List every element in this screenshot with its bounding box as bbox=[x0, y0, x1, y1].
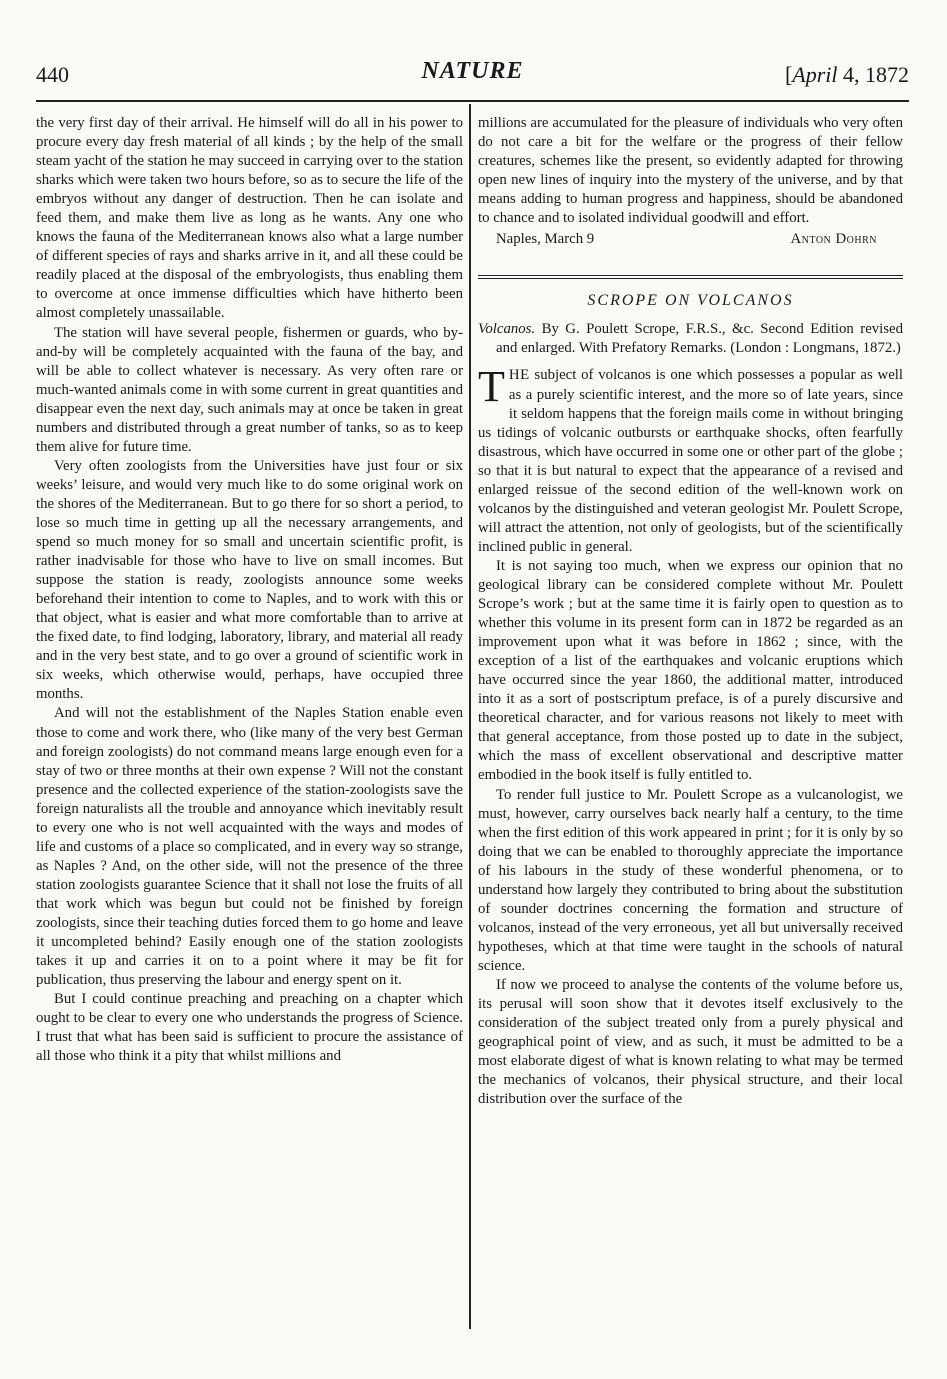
journal-title: NATURE bbox=[421, 58, 524, 84]
book-details: By G. Poulett Scrope, F.R.S., &c. Second Edition revised and enlarged. With Prefatory Remarks. (London : Longmans, 1872.) bbox=[496, 321, 903, 357]
lead-caps: HE bbox=[508, 367, 530, 384]
drop-cap: T bbox=[478, 362, 505, 412]
book-citation bbox=[478, 320, 903, 358]
paragraph-text: subject of volcanos is one which possesses a popular as well as a purely scientific interest, and the more so of late years, since it seldom happens that the foreign mails come in without bringing us tidings of volcanic outbursts or earthquake shocks, often fearfully disastrous, which have occurred in some one or other part of the globe ; so that it is but natural to expect that the appearance of a revised and enlarged reissue of the second edition of the well-known work on volcanos by the distinguished and veteran geologist Mr. Poulett Scrope, will attract the attention, not only of geologists, but of the scientifically inclined public in general. bbox=[478, 367, 903, 555]
paragraph bbox=[478, 362, 903, 556]
date-month: April bbox=[792, 62, 838, 87]
header-rule bbox=[36, 100, 909, 102]
paragraph: If now we proceed to analyse the contents of the volume before us, its perusal will soon show that it devotes itself exclusively to the consideration of the subject treated only from a purely physical and geographical point of view, and as such, it must be admitted to be a most elaborate digest of what is known relating to what may be termed the mechanics of volcanos, their physical structure, and their local distribution over the surface of the bbox=[478, 976, 903, 1108]
column-divider bbox=[469, 104, 471, 1329]
issue-date bbox=[785, 62, 909, 88]
section-divider bbox=[478, 275, 903, 279]
signature-place: Naples, March 9 bbox=[496, 231, 595, 248]
paragraph: Very often zoologists from the Universities have just four or six weeks’ leisure, and would very much like to do some original work on the shores of the Mediterranean. But to go there for so short a period, to lose so much time in getting up all the necessary arrangements, and spend so much money for so small and uncertain scientific profit, is rather inadvisable for those who have to live on small incomes. But suppose the station is ready, zoologists announce some weeks beforehand their intention to come to Naples, and to work with this or that object, what is easier and what more comfortable than to arrive at the fixed date, to find lodging, laboratory, library, and material all ready and in the very best state, and to go over a ground of scientific work in six weeks, which otherwise would, perhaps, have occupied three months. bbox=[36, 457, 463, 703]
right-column bbox=[478, 114, 903, 1109]
page-header bbox=[36, 58, 909, 92]
paragraph: To render full justice to Mr. Poulett Scrope as a vulcanologist, we must, however, carry ourselves back nearly half a century, to the time when the first edition of this work appeared in print ; for it is only by so doing that we can be enabled to thoroughly appreciate the importance of his labours in the study of these wonderful phenomena, or to understand how largely they contributed to bring about the substitution of sounder doctrines concerning the formation and structure of volcanos, instead of the very erroneous, yet all but universally received hypotheses, which at that time were taught in the schools of natural science. bbox=[478, 786, 903, 974]
section-title: SCROPE ON VOLCANOS bbox=[587, 292, 794, 310]
paragraph: It is not saying too much, when we express our opinion that no geological library can be considered complete without Mr. Poulett Scrope’s work ; but at the same time it is fairly open to question as to whether this volume in its present form can in 1872 be regarded as an improvement upon what it was before in 1862 ; since, with the exception of a list of the earthquakes and volcanic eruptions which have occurred since the year 1860, the additional matter, introduced into it as a sort of postscriptum preface, is of a purely discursive and theoretical character, and for various reasons not likely to meet with that general acceptance, from those posted up to date in the subject, which the mass of excellent observational and descriptive matter embodied in the book itself is fully entitled to. bbox=[478, 557, 903, 784]
paragraph: And will not the establishment of the Naples Station enable even those to come and work there, who (like many of the very best German and foreign zoologists) do not command means large enough even for a stay of two or three months at their own expense ? Will not the constant presence and the collected experience of the station-zoologists save the foreign naturalists all the trouble and annoyance which inevitably result to every one who is not well acquainted with the ways and modes of life and customs of a place so complicated, and in every way so strange, as Naples ? And, on the other side, will not the presence of the three station zoologists guarantee Science that it shall not lose the fruits of all that work which was begun but could not be finished by foreign zoologists, since their teaching duties forced them to go home and leave it uncompleted behind? Easily enough one of the station zoologists takes it up and carries it on to a point where it may be fit for publication, thus preserving the labour and energy spent on it. bbox=[36, 705, 463, 989]
page-number: 440 bbox=[36, 62, 69, 87]
signature-line bbox=[478, 230, 903, 249]
paragraph: the very first day of their arrival. He himself will do all in his power to procure every day fresh material of all kinds ; by the help of the small steam yacht of the station he may succeed in carrying over to the station sharks which were taken two hours before, so as to secure the life of the embryos without any danger of destruction. Then he can isolate and feed them, and make them live as long as he wants. Any one who knows the fauna of the Mediterranean knows also what a large number of different species of rays and sharks arrive in it, and all these could be readily placed at the disposal of the embryologists, thus enabling them to overcome at once immense difficulties which have hitherto been almost completely unassailable. bbox=[36, 115, 463, 322]
book-title: Volcanos. bbox=[478, 321, 536, 338]
date-rest: 4, 1872 bbox=[837, 62, 909, 87]
paragraph: millions are accumulated for the pleasure of individuals who very often do not care a bit for the welfare or the progress of their fellow creatures, schemes like the present, so evidently adapted for throwing open new lines of inquiry into the mystery of the universe, and by that means adding to human progress and happiness, should be abandoned to chance and to isolated individual goodwill and effort. bbox=[478, 115, 903, 227]
date-bracket: [ bbox=[784, 62, 793, 87]
left-column bbox=[36, 114, 463, 1066]
paragraph: But I could continue preaching and preaching on a chapter which ought to be clear to every one who understands the progress of Science. I trust that what has been said is sufficient to procure the assistance of all those who think it a pity that whilst millions and bbox=[36, 991, 463, 1065]
signature-name: Anton Dohrn bbox=[790, 231, 877, 248]
paragraph: The station will have several people, fishermen or guards, who by-and-by will be completely acquainted with the fauna of the bay, and will be able to collect whatever is necessary. As very often rare or much-wanted animals come in with some current in great quantities and disappear even the next day, such animals may at once be taken in great numbers and distributed through a great number of tanks, so as to keep them alive for future time. bbox=[36, 324, 463, 455]
